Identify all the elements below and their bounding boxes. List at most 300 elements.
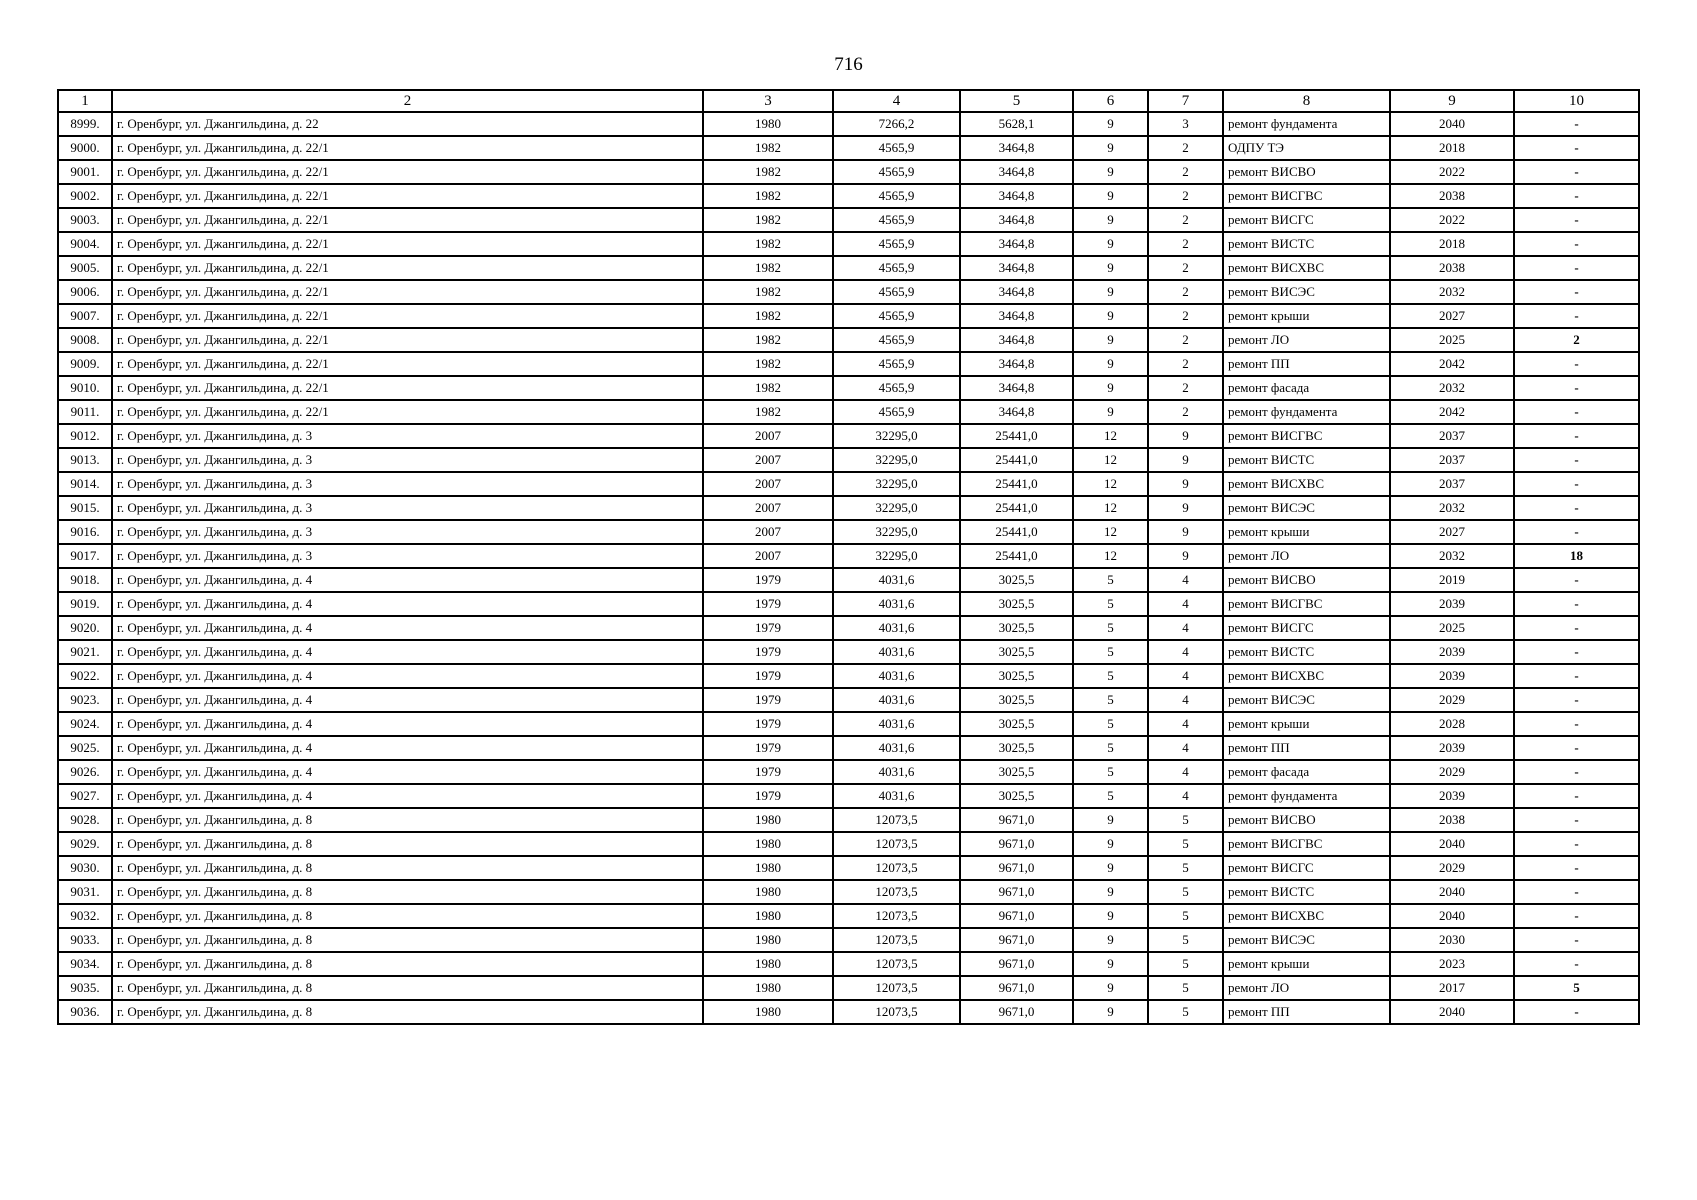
table-row [58,496,1639,520]
address-cell: г. Оренбург, ул. Джангильдина, д. 22/1 [112,136,703,160]
living-area-cell: 25441,0 [960,472,1073,496]
year-cell: 1979 [703,784,833,808]
floors-cell: 12 [1073,520,1148,544]
table-row [58,568,1639,592]
table-row [58,376,1639,400]
row-number: 8999. [58,112,112,136]
year-planned-cell: 2029 [1390,688,1514,712]
table-row [58,952,1639,976]
year-cell: 1982 [703,400,833,424]
total-area-cell: 12073,5 [833,808,960,832]
total-area-cell: 12073,5 [833,1000,960,1024]
last-col-cell: - [1514,808,1639,832]
floors-cell: 9 [1073,208,1148,232]
entrances-cell: 2 [1148,184,1223,208]
row-number: 9033. [58,928,112,952]
floors-cell: 9 [1073,160,1148,184]
entrances-cell: 9 [1148,424,1223,448]
table-row [58,208,1639,232]
address-cell: г. Оренбург, ул. Джангильдина, д. 4 [112,616,703,640]
work-type-cell: ремонт ВИСГВС [1223,424,1390,448]
work-type-cell: ремонт ЛО [1223,544,1390,568]
entrances-cell: 5 [1148,808,1223,832]
table-row [58,328,1639,352]
year-planned-cell: 2028 [1390,712,1514,736]
year-cell: 1979 [703,760,833,784]
entrances-cell: 9 [1148,472,1223,496]
floors-cell: 5 [1073,592,1148,616]
year-planned-cell: 2030 [1390,928,1514,952]
year-planned-cell: 2040 [1390,1000,1514,1024]
address-cell: г. Оренбург, ул. Джангильдина, д. 8 [112,904,703,928]
work-type-cell: ремонт фундамента [1223,112,1390,136]
table-row [58,184,1639,208]
entrances-cell: 2 [1148,376,1223,400]
year-planned-cell: 2040 [1390,112,1514,136]
year-cell: 2007 [703,424,833,448]
table-row [58,640,1639,664]
living-area-cell: 3025,5 [960,640,1073,664]
last-col-cell: - [1514,352,1639,376]
floors-cell: 9 [1073,808,1148,832]
year-planned-cell: 2038 [1390,808,1514,832]
row-number: 9012. [58,424,112,448]
entrances-cell: 2 [1148,160,1223,184]
table-row [58,664,1639,688]
entrances-cell: 4 [1148,664,1223,688]
column-header: 3 [703,90,833,112]
row-number: 9009. [58,352,112,376]
row-number: 9034. [58,952,112,976]
year-planned-cell: 2039 [1390,736,1514,760]
last-col-cell: - [1514,880,1639,904]
total-area-cell: 12073,5 [833,928,960,952]
row-number: 9018. [58,568,112,592]
living-area-cell: 3025,5 [960,664,1073,688]
table-row [58,256,1639,280]
floors-cell: 9 [1073,232,1148,256]
total-area-cell: 4565,9 [833,136,960,160]
last-col-cell: - [1514,616,1639,640]
total-area-cell: 12073,5 [833,904,960,928]
floors-cell: 9 [1073,352,1148,376]
year-cell: 1982 [703,184,833,208]
address-cell: г. Оренбург, ул. Джангильдина, д. 22/1 [112,256,703,280]
entrances-cell: 2 [1148,136,1223,160]
address-cell: г. Оренбург, ул. Джангильдина, д. 4 [112,568,703,592]
total-area-cell: 4031,6 [833,664,960,688]
entrances-cell: 2 [1148,256,1223,280]
floors-cell: 9 [1073,880,1148,904]
last-col-cell: - [1514,688,1639,712]
year-cell: 2007 [703,472,833,496]
year-planned-cell: 2025 [1390,328,1514,352]
entrances-cell: 2 [1148,232,1223,256]
page-number: 716 [834,54,863,75]
year-planned-cell: 2032 [1390,496,1514,520]
column-header: 9 [1390,90,1514,112]
year-cell: 1979 [703,568,833,592]
row-number: 9031. [58,880,112,904]
floors-cell: 12 [1073,472,1148,496]
work-type-cell: ремонт ВИСВО [1223,568,1390,592]
entrances-cell: 2 [1148,400,1223,424]
work-type-cell: ОДПУ ТЭ [1223,136,1390,160]
year-cell: 1979 [703,736,833,760]
entrances-cell: 9 [1148,544,1223,568]
living-area-cell: 3464,8 [960,376,1073,400]
year-cell: 1982 [703,256,833,280]
table-row [58,808,1639,832]
floors-cell: 9 [1073,928,1148,952]
table-row [58,448,1639,472]
floors-cell: 5 [1073,736,1148,760]
row-number: 9035. [58,976,112,1000]
table-row [58,784,1639,808]
work-type-cell: ремонт крыши [1223,712,1390,736]
year-planned-cell: 2022 [1390,208,1514,232]
year-planned-cell: 2037 [1390,472,1514,496]
living-area-cell: 3464,8 [960,256,1073,280]
table-row [58,160,1639,184]
entrances-cell: 4 [1148,712,1223,736]
last-col-cell: - [1514,232,1639,256]
total-area-cell: 7266,2 [833,112,960,136]
total-area-cell: 4031,6 [833,616,960,640]
year-cell: 1980 [703,808,833,832]
entrances-cell: 5 [1148,856,1223,880]
year-planned-cell: 2032 [1390,544,1514,568]
floors-cell: 5 [1073,688,1148,712]
year-cell: 1980 [703,1000,833,1024]
table-row [58,736,1639,760]
row-number: 9010. [58,376,112,400]
table-row [58,760,1639,784]
year-cell: 1982 [703,376,833,400]
floors-cell: 5 [1073,616,1148,640]
floors-cell: 5 [1073,568,1148,592]
year-planned-cell: 2040 [1390,904,1514,928]
table-row [58,352,1639,376]
address-cell: г. Оренбург, ул. Джангильдина, д. 3 [112,544,703,568]
table-row [58,1000,1639,1024]
work-type-cell: ремонт ВИСХВС [1223,664,1390,688]
living-area-cell: 3464,8 [960,400,1073,424]
work-type-cell: ремонт фасада [1223,376,1390,400]
year-cell: 2007 [703,448,833,472]
table-row [58,880,1639,904]
total-area-cell: 4565,9 [833,400,960,424]
table-row [58,112,1639,136]
living-area-cell: 9671,0 [960,976,1073,1000]
living-area-cell: 9671,0 [960,928,1073,952]
year-cell: 1979 [703,616,833,640]
row-number: 9030. [58,856,112,880]
header-row [58,90,1639,112]
work-type-cell: ремонт ВИСТС [1223,232,1390,256]
work-type-cell: ремонт ПП [1223,352,1390,376]
floors-cell: 5 [1073,712,1148,736]
address-cell: г. Оренбург, ул. Джангильдина, д. 4 [112,688,703,712]
total-area-cell: 4031,6 [833,592,960,616]
living-area-cell: 25441,0 [960,520,1073,544]
last-col-cell: - [1514,280,1639,304]
floors-cell: 9 [1073,328,1148,352]
last-col-cell: - [1514,448,1639,472]
last-col-cell: - [1514,760,1639,784]
total-area-cell: 12073,5 [833,976,960,1000]
entrances-cell: 4 [1148,568,1223,592]
row-number: 9014. [58,472,112,496]
address-cell: г. Оренбург, ул. Джангильдина, д. 8 [112,808,703,832]
year-planned-cell: 2039 [1390,640,1514,664]
living-area-cell: 3464,8 [960,232,1073,256]
address-cell: г. Оренбург, ул. Джангильдина, д. 8 [112,928,703,952]
work-type-cell: ремонт ВИСТС [1223,448,1390,472]
last-col-cell: - [1514,664,1639,688]
year-cell: 1982 [703,208,833,232]
entrances-cell: 9 [1148,496,1223,520]
year-planned-cell: 2042 [1390,400,1514,424]
year-planned-cell: 2038 [1390,256,1514,280]
work-type-cell: ремонт ПП [1223,736,1390,760]
entrances-cell: 5 [1148,928,1223,952]
total-area-cell: 4565,9 [833,304,960,328]
total-area-cell: 4565,9 [833,256,960,280]
total-area-cell: 32295,0 [833,520,960,544]
table-row [58,688,1639,712]
living-area-cell: 9671,0 [960,808,1073,832]
year-cell: 1982 [703,328,833,352]
address-cell: г. Оренбург, ул. Джангильдина, д. 4 [112,736,703,760]
work-type-cell: ремонт ВИСГС [1223,856,1390,880]
year-cell: 1980 [703,952,833,976]
row-number: 9027. [58,784,112,808]
year-cell: 1982 [703,352,833,376]
row-number: 9028. [58,808,112,832]
year-planned-cell: 2023 [1390,952,1514,976]
entrances-cell: 2 [1148,352,1223,376]
year-planned-cell: 2017 [1390,976,1514,1000]
last-col-cell: - [1514,256,1639,280]
total-area-cell: 4565,9 [833,208,960,232]
work-type-cell: ремонт ВИСЭС [1223,928,1390,952]
address-cell: г. Оренбург, ул. Джангильдина, д. 8 [112,856,703,880]
work-type-cell: ремонт ВИСЭС [1223,496,1390,520]
year-cell: 1980 [703,904,833,928]
table-row [58,712,1639,736]
last-col-cell: - [1514,856,1639,880]
last-col-cell: - [1514,112,1639,136]
entrances-cell: 3 [1148,112,1223,136]
table-row [58,136,1639,160]
living-area-cell: 9671,0 [960,832,1073,856]
total-area-cell: 32295,0 [833,544,960,568]
year-cell: 1980 [703,112,833,136]
entrances-cell: 5 [1148,904,1223,928]
row-number: 9032. [58,904,112,928]
table-row [58,520,1639,544]
last-col-cell: - [1514,184,1639,208]
last-col-cell: - [1514,520,1639,544]
address-cell: г. Оренбург, ул. Джангильдина, д. 22/1 [112,184,703,208]
year-planned-cell: 2038 [1390,184,1514,208]
row-number: 9002. [58,184,112,208]
floors-cell: 5 [1073,640,1148,664]
year-cell: 2007 [703,544,833,568]
table-row [58,280,1639,304]
living-area-cell: 3025,5 [960,688,1073,712]
year-planned-cell: 2037 [1390,448,1514,472]
table-row [58,400,1639,424]
work-type-cell: ремонт ВИСВО [1223,160,1390,184]
living-area-cell: 3464,8 [960,328,1073,352]
work-type-cell: ремонт ЛО [1223,976,1390,1000]
total-area-cell: 4565,9 [833,376,960,400]
living-area-cell: 3025,5 [960,592,1073,616]
row-number: 9006. [58,280,112,304]
total-area-cell: 4565,9 [833,328,960,352]
year-planned-cell: 2029 [1390,856,1514,880]
year-cell: 1980 [703,880,833,904]
year-cell: 1979 [703,688,833,712]
floors-cell: 9 [1073,832,1148,856]
living-area-cell: 3025,5 [960,736,1073,760]
entrances-cell: 2 [1148,304,1223,328]
row-number: 9008. [58,328,112,352]
work-type-cell: ремонт ВИСГС [1223,208,1390,232]
year-cell: 1979 [703,712,833,736]
address-cell: г. Оренбург, ул. Джангильдина, д. 4 [112,664,703,688]
last-col-cell: 18 [1514,544,1639,568]
table-row [58,592,1639,616]
floors-cell: 9 [1073,376,1148,400]
year-cell: 1979 [703,592,833,616]
floors-cell: 12 [1073,544,1148,568]
row-number: 9036. [58,1000,112,1024]
living-area-cell: 3464,8 [960,352,1073,376]
floors-cell: 9 [1073,1000,1148,1024]
year-cell: 1982 [703,160,833,184]
work-type-cell: ремонт ПП [1223,1000,1390,1024]
work-type-cell: ремонт фундамента [1223,784,1390,808]
total-area-cell: 4565,9 [833,160,960,184]
last-col-cell: - [1514,496,1639,520]
address-cell: г. Оренбург, ул. Джангильдина, д. 4 [112,712,703,736]
column-header: 4 [833,90,960,112]
work-type-cell: ремонт ВИСГВС [1223,184,1390,208]
row-number: 9021. [58,640,112,664]
floors-cell: 5 [1073,664,1148,688]
table-row [58,424,1639,448]
work-type-cell: ремонт фундамента [1223,400,1390,424]
living-area-cell: 3025,5 [960,568,1073,592]
living-area-cell: 9671,0 [960,880,1073,904]
table-row [58,304,1639,328]
floors-cell: 12 [1073,448,1148,472]
floors-cell: 12 [1073,424,1148,448]
entrances-cell: 5 [1148,976,1223,1000]
year-cell: 1982 [703,304,833,328]
entrances-cell: 5 [1148,1000,1223,1024]
row-number: 9020. [58,616,112,640]
address-cell: г. Оренбург, ул. Джангильдина, д. 22/1 [112,376,703,400]
last-col-cell: - [1514,712,1639,736]
living-area-cell: 9671,0 [960,952,1073,976]
last-col-cell: - [1514,376,1639,400]
year-planned-cell: 2027 [1390,520,1514,544]
year-planned-cell: 2042 [1390,352,1514,376]
work-type-cell: ремонт ВИСГВС [1223,832,1390,856]
work-type-cell: ремонт ВИСВО [1223,808,1390,832]
floors-cell: 12 [1073,496,1148,520]
floors-cell: 5 [1073,760,1148,784]
total-area-cell: 4565,9 [833,352,960,376]
total-area-cell: 12073,5 [833,952,960,976]
entrances-cell: 4 [1148,640,1223,664]
work-type-cell: ремонт ВИСГВС [1223,592,1390,616]
living-area-cell: 9671,0 [960,1000,1073,1024]
total-area-cell: 4031,6 [833,760,960,784]
living-area-cell: 5628,1 [960,112,1073,136]
year-cell: 1982 [703,232,833,256]
table-row [58,832,1639,856]
work-type-cell: ремонт крыши [1223,520,1390,544]
table-row [58,616,1639,640]
entrances-cell: 5 [1148,832,1223,856]
total-area-cell: 12073,5 [833,832,960,856]
address-cell: г. Оренбург, ул. Джангильдина, д. 8 [112,1000,703,1024]
living-area-cell: 3464,8 [960,208,1073,232]
total-area-cell: 32295,0 [833,472,960,496]
row-number: 9029. [58,832,112,856]
address-cell: г. Оренбург, ул. Джангильдина, д. 22 [112,112,703,136]
living-area-cell: 3025,5 [960,712,1073,736]
work-type-cell: ремонт ВИСГС [1223,616,1390,640]
year-planned-cell: 2018 [1390,136,1514,160]
living-area-cell: 3464,8 [960,280,1073,304]
row-number: 9004. [58,232,112,256]
work-type-cell: ремонт ВИСТС [1223,880,1390,904]
year-cell: 1980 [703,976,833,1000]
row-number: 9005. [58,256,112,280]
row-number: 9000. [58,136,112,160]
living-area-cell: 25441,0 [960,496,1073,520]
living-area-cell: 3464,8 [960,160,1073,184]
address-cell: г. Оренбург, ул. Джангильдина, д. 4 [112,592,703,616]
total-area-cell: 4031,6 [833,712,960,736]
entrances-cell: 4 [1148,760,1223,784]
last-col-cell: - [1514,784,1639,808]
year-planned-cell: 2039 [1390,784,1514,808]
address-cell: г. Оренбург, ул. Джангильдина, д. 22/1 [112,400,703,424]
row-number: 9022. [58,664,112,688]
address-cell: г. Оренбург, ул. Джангильдина, д. 8 [112,952,703,976]
registry-table [57,89,1640,1025]
year-cell: 1982 [703,280,833,304]
floors-cell: 9 [1073,136,1148,160]
row-number: 9025. [58,736,112,760]
year-planned-cell: 2022 [1390,160,1514,184]
last-col-cell: - [1514,208,1639,232]
address-cell: г. Оренбург, ул. Джангильдина, д. 4 [112,640,703,664]
last-col-cell: - [1514,592,1639,616]
table-row [58,232,1639,256]
total-area-cell: 4031,6 [833,688,960,712]
year-planned-cell: 2032 [1390,376,1514,400]
floors-cell: 9 [1073,112,1148,136]
last-col-cell: 5 [1514,976,1639,1000]
